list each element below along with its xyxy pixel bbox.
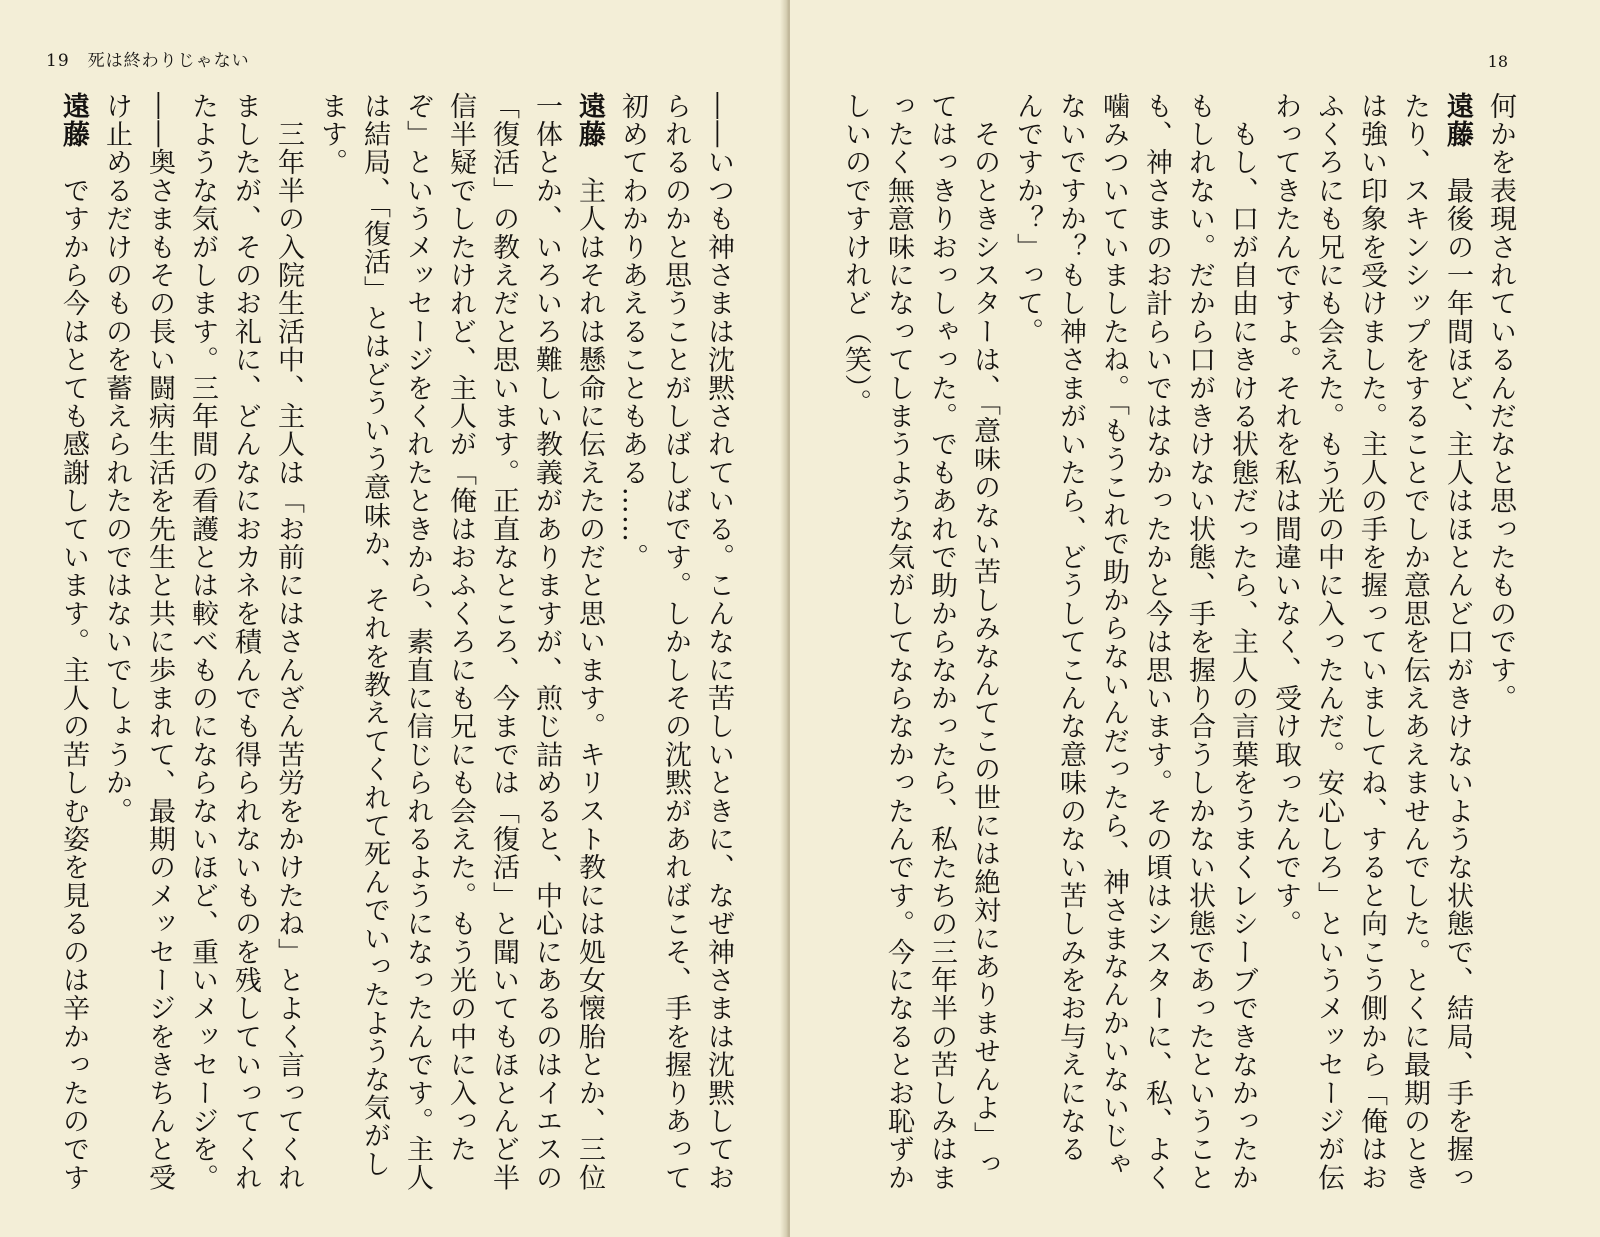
column-text: てはっきりおっしゃった。でもあれで助からなかったら、私たちの三年半の苦しみはま — [926, 92, 957, 1192]
text-column — [1393, 92, 1436, 1202]
running-title: 死は終わりじゃない — [87, 51, 250, 71]
speaker-label: 遠藤 — [58, 92, 89, 149]
column-text: 信半疑でしたけれど、主人が「俺はおふくろにも兄にも会えた。もう光の中に入った — [445, 92, 476, 1164]
column-text: そのときシスターは、「意味のない苦しみなんてこの世には絶対にありませんよ」っ — [969, 120, 1000, 1179]
text-column — [1264, 92, 1307, 1202]
column-text: 「復活」の教えだと思います。正直なところ、今までは「復活」と聞いてもほとんど半 — [488, 92, 519, 1192]
text-column — [310, 92, 353, 1202]
column-text: 三年半の入院生活中、主人は「お前にはさんざん苦労をかけたね」とよく言ってくれ — [273, 120, 304, 1192]
column-text: んですか？」って。 — [1012, 92, 1043, 346]
text-column — [1221, 92, 1264, 1202]
text-column — [1479, 92, 1522, 1202]
text-column — [95, 92, 138, 1202]
text-column — [877, 92, 920, 1202]
column-text: ですから今はとても感謝しています。主人の苦しむ姿を見るのは辛かったのです — [58, 176, 89, 1192]
column-text: 一体とか、いろいろ難しい教義がありますが、煎じ詰めると、中心にあるのはイエスの — [531, 92, 562, 1192]
column-text: もしれない。だから口がきけない状態、手を握り合うしかない状態であったということ — [1184, 92, 1215, 1192]
text-column — [181, 92, 224, 1202]
column-text: ないですか？もし神さまがいたら、どうしてこんな意味のない苦しみをお与えになる — [1055, 92, 1086, 1164]
column-text: 初めてわかりあえることもある……。 — [617, 92, 648, 572]
column-text: は結局、「復活」とはどういう意味か、それを教えてくれて死んでいったような気がし — [359, 92, 390, 1179]
text-column — [52, 92, 95, 1202]
column-text: たり、スキンシップをすることでしか意思を伝えあえませんでした。とくに最期のとき — [1399, 92, 1430, 1192]
text-column — [396, 92, 439, 1202]
right-page — [790, 0, 1600, 1237]
column-text: 最後の一年間ほど、主人はほとんど口がきけないような状態で、結局、手を握っ — [1442, 176, 1473, 1192]
column-text: ます。 — [316, 92, 347, 177]
text-column — [482, 92, 525, 1202]
text-column — [568, 92, 611, 1202]
column-text: ふくろにも兄にも会えた。もう光の中に入ったんだ。安心しろ」というメッセージが伝 — [1313, 92, 1344, 1192]
column-text: られるのかと思うことがしばしばです。しかしその沈黙があればこそ、手を握りあって — [660, 92, 691, 1192]
left-header — [46, 46, 268, 71]
column-text: 噛みついていましたね。「もうこれで助からないんだったら、神さまなんかいないじゃ — [1098, 92, 1129, 1179]
column-text: 何かを表現されているんだなと思ったものです。 — [1485, 92, 1516, 713]
column-text: 主人はそれは懸命に伝えたのだと思います。キリスト教には処女懐胎とか、三位 — [574, 176, 605, 1192]
column-text: わってきたんですよ。それを私は間違いなく、受け取ったんです。 — [1270, 92, 1301, 938]
text-column — [697, 92, 740, 1202]
left-page — [0, 0, 786, 1237]
text-column — [1307, 92, 1350, 1202]
text-column — [963, 92, 1006, 1202]
column-text: ましたが、そのお礼に、どんなにおカネを積んでも得られないものを残していってくれ — [230, 92, 261, 1192]
speaker-label: 遠藤 — [574, 92, 605, 149]
column-text: ――いつも神さまは沈黙されている。こんなに苦しいときに、なぜ神さまは沈黙してお — [703, 92, 734, 1192]
column-text: け止めるだけのものを蓄えられたのではないでしょうか。 — [101, 92, 132, 826]
text-column — [654, 92, 697, 1202]
left-page-number: 19 — [46, 51, 70, 71]
right-page-number: 18 — [1487, 52, 1508, 71]
column-text: ぞ」というメッセージをくれたときから、素直に信じられるようになったんです。主人 — [402, 92, 433, 1192]
text-column — [224, 92, 267, 1202]
text-column — [920, 92, 963, 1202]
column-text: しいのですけれど（笑）。 — [840, 92, 871, 417]
text-column — [525, 92, 568, 1202]
text-column — [138, 92, 181, 1202]
text-column — [439, 92, 482, 1202]
text-column — [353, 92, 396, 1202]
text-column — [1436, 92, 1479, 1202]
column-text: もし、口が自由にきける状態だったら、主人の言葉をうまくレシーブできなかったか — [1227, 120, 1258, 1192]
text-column — [1006, 92, 1049, 1202]
text-column — [1049, 92, 1092, 1202]
text-column — [1092, 92, 1135, 1202]
speaker-label: 遠藤 — [1442, 92, 1473, 149]
text-column — [834, 92, 877, 1202]
text-column — [1135, 92, 1178, 1202]
column-text: も、神さまのお計らいではなかったかと今は思います。その頃はシスターに、私、よく — [1141, 92, 1172, 1192]
text-column — [267, 92, 310, 1202]
left-page-text — [40, 92, 740, 1202]
column-text: ったく無意味になってしまうような気がしてならなかったんです。今になるとお恥ずか — [883, 92, 914, 1192]
column-text: は強い印象を受けました。主人の手を握っていましてね、すると向こう側から「俺はお — [1356, 92, 1387, 1192]
column-text: たような気がします。三年間の看護とは較べものにならないほど、重いメッセージを。 — [187, 92, 218, 1192]
right-page-text — [822, 92, 1522, 1202]
text-column — [1350, 92, 1393, 1202]
column-text: ――奥さまもその長い闘病生活を先生と共に歩まれて、最期のメッセージをきちんと受 — [144, 92, 175, 1192]
text-column — [1178, 92, 1221, 1202]
text-column — [611, 92, 654, 1202]
